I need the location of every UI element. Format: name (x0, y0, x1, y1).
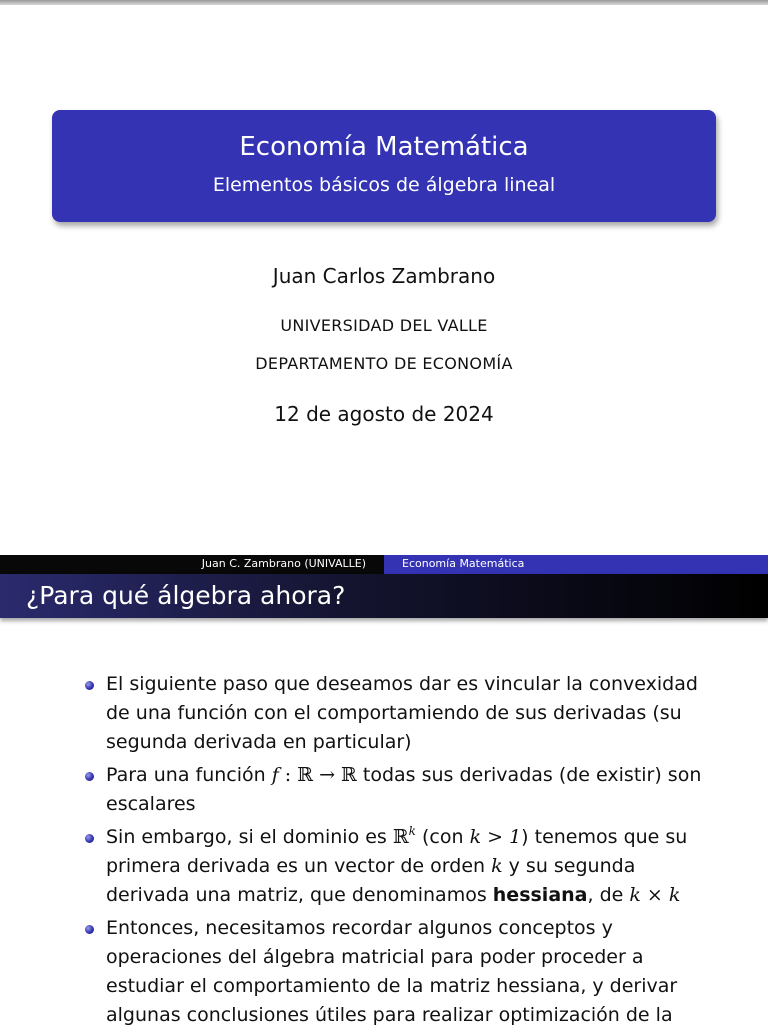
author-name: Juan Carlos Zambrano (272, 264, 496, 288)
math-k-greater-1: k > 1 (469, 826, 522, 848)
bullet-list (84, 670, 724, 1034)
bullet-text-part: Sin embargo, si el dominio es (106, 826, 393, 848)
math-superscript-k: k (408, 824, 416, 838)
bullet-text-part: ) tenemos que su primera derivada es un vector de orden (106, 826, 688, 877)
top-border (0, 0, 768, 5)
institution-university: UNIVERSIDAD DEL VALLE (280, 316, 488, 335)
bullet-text-part: (con (415, 826, 470, 848)
presentation-title: Economía Matemática (239, 132, 529, 162)
math-k-by-k: k × k (629, 884, 681, 906)
footline-title-box (384, 555, 768, 574)
footline-author: Juan C. Zambrano (UNIVALLE) (201, 557, 366, 570)
bullet-text: Entonces, necesitamos recordar algunos conceptos y operaciones del álgebra matricial para poder proceder a estudiar el comportamiento de la matriz hessiana, y derivar algunas conclusiones útiles para realizar optimización de la (106, 917, 678, 1026)
bullet-ball-icon (85, 772, 94, 781)
institution-department: DEPARTAMENTO DE ECONOMÍA (255, 354, 513, 373)
frame-title: ¿Para qué álgebra ahora? (26, 581, 346, 610)
bullet-item (84, 914, 724, 1030)
bold-term: hessiana (492, 884, 588, 906)
bullet-item (84, 823, 724, 910)
bullet-item (84, 761, 724, 819)
bullet-ball-icon (85, 681, 94, 690)
math-k: k (491, 855, 503, 877)
math-reals: ℝ (392, 826, 409, 848)
footline-title: Economía Matemática (402, 557, 525, 570)
bullet-text: El siguiente paso que deseamos dar es vincular la convexidad de una función con el comportamiendo de sus derivadas (su segunda derivada en particular) (106, 673, 698, 753)
bullet-ball-icon (85, 834, 94, 843)
bullet-text-part: Para una función (106, 764, 272, 786)
math-f: f (271, 764, 279, 786)
bullet-text-part: y su segunda derivada una matriz, que denominamos (106, 855, 636, 906)
presentation-subtitle: Elementos básicos de álgebra lineal (212, 174, 556, 196)
bullet-text-part: , de (587, 884, 630, 906)
title-block (52, 110, 716, 222)
footline-author-box (0, 555, 384, 574)
footline (0, 555, 768, 574)
bullet-ball-icon (85, 925, 94, 934)
frame-title-bar (0, 574, 768, 618)
bullet-text-part: todas sus derivadas (de existir) son escalares (106, 764, 702, 815)
presentation-date: 12 de agosto de 2024 (274, 402, 494, 426)
bullet-item (84, 670, 724, 757)
math-mapping: : ℝ → ℝ (278, 764, 357, 786)
